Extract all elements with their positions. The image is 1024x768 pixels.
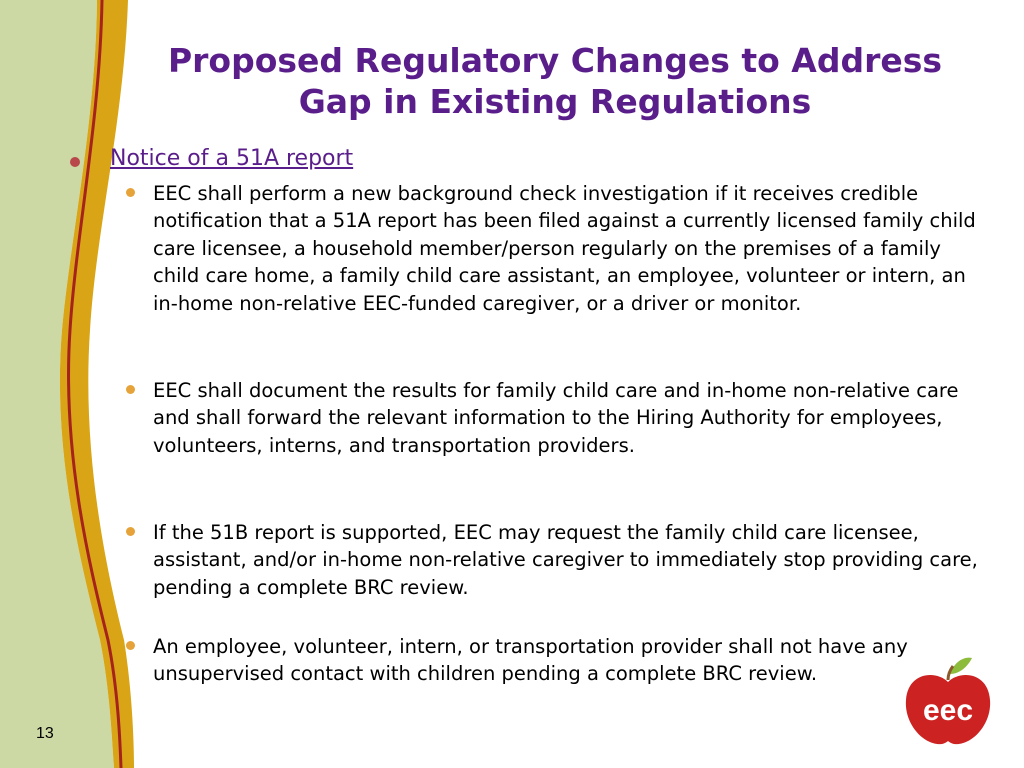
sub-bullet-text: An employee, volunteer, intern, or transportation provider shall not have any unsupervised contact with children pending a complete BRC review. (153, 635, 908, 686)
sub-bullet-text: EEC shall perform a new background check investigation if it receives credible notification that a 51A report has been filed against a currently licensed family child care licensee, a household member/person regularly on the premises of a family child care home, a family child care assistant, an employee, volunteer or intern, an in-home non-relative EEC-funded caregiver, or a driver or monitor. (153, 182, 976, 315)
eec-logo-icon (898, 652, 998, 752)
sub-bullet-text: EEC shall document the results for family child care and in-home non-relative care and shall forward the relevant information to the Hiring Authority for employees, volunteers, interns, and transportation providers. (153, 379, 959, 457)
sub-bullet-dot-icon (126, 188, 135, 197)
main-bullet-dot-icon (70, 157, 80, 167)
slide-title (150, 40, 960, 122)
sub-bullet-text: If the 51B report is supported, EEC may request the family child care licensee, assistant, and/or in-home non-relative caregiver to immediately stop providing care, pending a complete BRC review. (153, 521, 978, 599)
sub-bullet-dot-icon (126, 641, 135, 650)
logo-text: eec (922, 694, 974, 727)
title-line-2: Gap in Existing Regulations (298, 82, 812, 121)
decorative-side-band (0, 0, 140, 768)
title-line-1: Proposed Regulatory Changes to Address (167, 41, 943, 80)
sub-bullet-dot-icon (126, 385, 135, 394)
main-bullet-link[interactable]: Notice of a 51A report (110, 146, 354, 171)
page-number: 13 (36, 725, 54, 742)
sub-bullet-dot-icon (126, 527, 135, 536)
logo-leaf (950, 658, 972, 674)
